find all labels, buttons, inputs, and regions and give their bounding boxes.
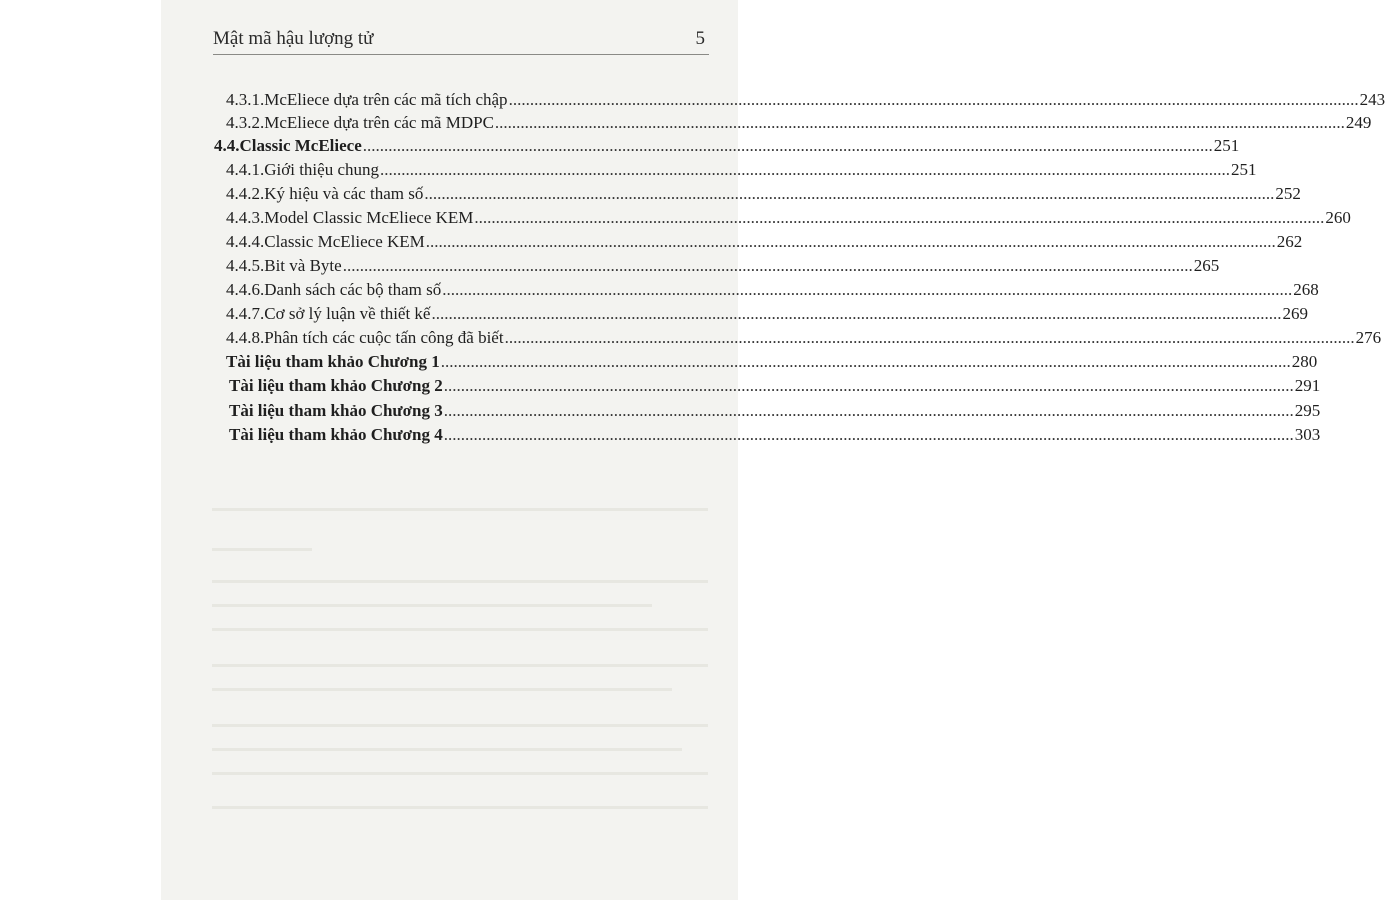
toc-entry-number: 4.4.5. <box>226 256 265 275</box>
toc-entry-title: Classic McEliece <box>239 136 362 155</box>
toc-leader-dots: ........................................................................................................................................................................................................ <box>504 328 1355 347</box>
toc-leader-dots: ........................................................................................................................................................................................................ <box>362 136 1213 155</box>
toc-entry-number: 4.4. <box>214 136 240 155</box>
toc-entry-title: Tài liệu tham khảo Chương 3 <box>229 401 443 420</box>
toc-entry[interactable] <box>226 231 1303 253</box>
toc-leader-dots: ........................................................................................................................................................................................................ <box>474 208 1325 227</box>
toc-entry-page: 291 <box>1294 376 1321 395</box>
toc-entry-page: 276 <box>1355 328 1382 347</box>
toc-entry-page: 268 <box>1293 280 1319 299</box>
toc-entry-page: 260 <box>1325 208 1351 227</box>
toc-entry-number: 4.4.1. <box>226 160 265 179</box>
toc-entry-number: 4.4.8. <box>226 328 265 347</box>
toc-leader-dots: ........................................................................................................................................................................................................ <box>425 232 1276 251</box>
toc-entry-page: 243 <box>1359 90 1385 109</box>
toc-entry-title: Tài liệu tham khảo Chương 2 <box>229 376 443 395</box>
toc-leader-dots: ........................................................................................................................................................................................................ <box>443 376 1294 395</box>
toc-entry-section[interactable] <box>214 135 1240 157</box>
toc-leader-dots: ........................................................................................................................................................................................................ <box>342 256 1193 275</box>
toc-entry-title: Classic McEliece KEM <box>264 232 425 251</box>
toc-entry-title: Tài liệu tham khảo Chương 4 <box>229 425 443 444</box>
toc-entry-page: 280 <box>1291 352 1318 371</box>
toc-entry[interactable] <box>226 255 1220 277</box>
toc-entry-references[interactable] <box>229 375 1321 397</box>
toc-leader-dots: ........................................................................................................................................................................................................ <box>443 425 1294 444</box>
book-title: Mật mã hậu lượng tử <box>213 28 374 49</box>
toc-entry[interactable] <box>226 159 1257 181</box>
toc-entry-number: 4.4.4. <box>226 232 265 251</box>
toc-entry-page: 251 <box>1231 160 1257 179</box>
toc-leader-dots: ........................................................................................................................................................................................................ <box>431 304 1282 323</box>
toc-entry[interactable] <box>226 183 1301 205</box>
toc-entry-references[interactable] <box>226 351 1318 373</box>
toc-entry-title: McEliece dựa trên các mã tích chập <box>264 90 508 109</box>
toc-leader-dots: ........................................................................................................................................................................................................ <box>380 160 1230 179</box>
toc-entry-title: Tài liệu tham khảo Chương 1 <box>226 352 440 371</box>
toc-entry-title: Danh sách các bộ tham số <box>264 280 442 299</box>
toc-entry-title: Bit và Byte <box>264 256 342 275</box>
toc-entry-number: 4.3.2. <box>226 113 265 132</box>
toc-leader-dots: ........................................................................................................................................................................................................ <box>494 113 1345 132</box>
toc-entry-references[interactable] <box>229 400 1321 422</box>
toc-entry-title: Phân tích các cuộc tấn công đã biết <box>264 328 504 347</box>
page-number: 5 <box>695 28 705 49</box>
toc-entry-title: McEliece dựa trên các mã MDPC <box>264 113 494 132</box>
toc-leader-dots: ........................................................................................................................................................................................................ <box>440 352 1291 371</box>
toc-entry-title: Cơ sở lý luận về thiết kế <box>264 304 431 323</box>
toc-entry-page: 249 <box>1345 113 1372 132</box>
toc-entry-number: 4.3.1. <box>226 90 265 109</box>
toc-leader-dots: ........................................................................................................................................................................................................ <box>443 401 1294 420</box>
toc-entry-number: 4.4.3. <box>226 208 265 227</box>
toc-entry-page: 251 <box>1213 136 1240 155</box>
toc-entry-page: 295 <box>1294 401 1321 420</box>
toc-entry-number: 4.4.6. <box>226 280 265 299</box>
toc-entry-title: Model Classic McEliece KEM <box>264 208 474 227</box>
toc-entry[interactable] <box>226 112 1372 134</box>
toc-entry[interactable] <box>226 207 1351 229</box>
toc-entry-page: 269 <box>1282 304 1308 323</box>
toc-entry-page: 262 <box>1276 232 1303 251</box>
toc-leader-dots: ........................................................................................................................................................................................................ <box>442 280 1293 299</box>
toc-entry-number: 4.4.2. <box>226 184 265 203</box>
toc-entry-page: 265 <box>1193 256 1220 275</box>
toc-leader-dots: ........................................................................................................................................................................................................ <box>508 90 1359 109</box>
toc-entry[interactable] <box>226 327 1382 349</box>
toc-entry[interactable] <box>226 89 1385 111</box>
toc-entry[interactable] <box>226 303 1308 325</box>
toc-entry-page: 303 <box>1294 425 1321 444</box>
toc-entry-page: 252 <box>1275 184 1301 203</box>
toc-entry[interactable] <box>226 279 1319 301</box>
toc-leader-dots: ........................................................................................................................................................................................................ <box>424 184 1275 203</box>
toc-entry-references[interactable] <box>229 424 1321 446</box>
toc-entry-title: Giới thiệu chung <box>264 160 379 179</box>
toc-entry-number: 4.4.7. <box>226 304 265 323</box>
toc-entry-title: Ký hiệu và các tham số <box>264 184 424 203</box>
